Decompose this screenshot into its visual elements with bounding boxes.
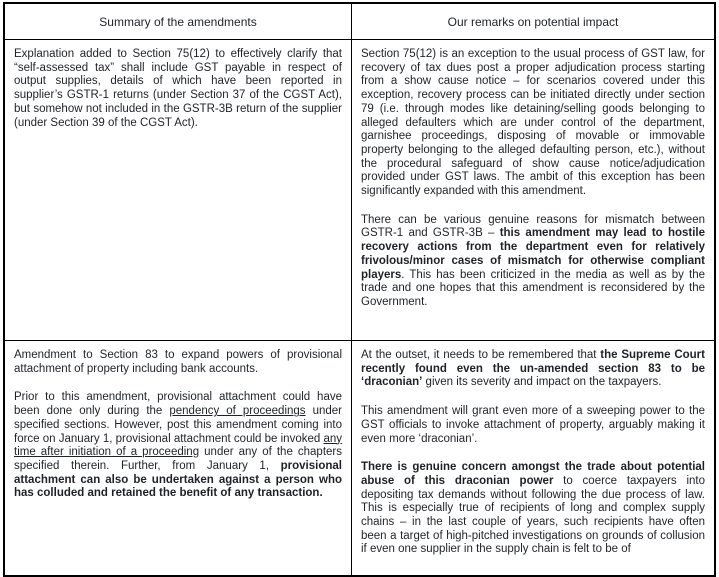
remarks-cell-section-83 (352, 341, 714, 577)
paragraph: Amendment to Section 83 to expand powers of provisional attachment of property including bank accounts. (14, 349, 342, 375)
paragraph: At the outset, it needs to be remembered that the Supreme Court recently found even the un-amended section 83 to be ‘draconian’ given its severity and impact on the taxpayers. (361, 349, 705, 389)
paragraph: Explanation added to Section 75(12) to effectively clarify that “self-assessed tax” shall include GST payable in respect of output supplies, details of which have been reported in supplier’s GSTR-1 returns (under Section 37 of the CGST Act), but somehow not included in the GSTR-3B return of the supplier (under Section 39 of the CGST Act). (14, 48, 342, 129)
column-header-remarks: Our remarks on potential impact (447, 14, 619, 29)
paragraph: This amendment will grant even more of a sweeping power to the GST officials to invoke attachment of property, arguably making it even more ‘draconian’. (361, 405, 705, 445)
table-row (5, 40, 714, 341)
table-row (5, 341, 714, 577)
summary-cell-section-75-12 (5, 40, 352, 340)
paragraph: Prior to this amendment, provisional attachment could have been done only during the pendency of proceedings under specified sections. However, post this amendment coming into force on January 1, provisional attachment could be invoked any time after initiation of a proceeding under any of the chapters specified therein. Further, from January 1, provisional attachment can also be undertaken against a person who has colluded and retained the benefit of any transaction. (14, 391, 343, 500)
summary-cell-section-83 (5, 341, 352, 577)
paragraph: Section 75(12) is an exception to the usual process of GST law, for recovery of tax dues post a proper adjudication process starting from a show cause notice – for scenarios covered under this exception, recovery process can be initiated directly under section 79 (i.e. through modes like detaining/selling goods belonging to alleged defaulters which are under control of the department, garnishee proceedings, disposing of movable or immovable property belonging to the alleged defaulting person, etc.), without the procedural safeguard of show cause notice/adjudication provided under GST laws. The ambit of this exception has been significantly expanded with this amendment. (361, 48, 705, 198)
paragraph: There can be various genuine reasons for mismatch between GSTR-1 and GSTR-3B – this amendment may lead to hostile recovery actions from the department even for relatively frivolous/minor cases of mismatch for otherwise compliant players. This has been criticized in the media as well as by the trade and one hopes that this amendment is reconsidered by the Government. (361, 213, 706, 308)
amendments-impact-table (3, 2, 716, 577)
paragraph: There is genuine concern amongst the trade about potential abuse of this draconian power to coerce taxpayers into depositing tax demands without following the due process of law. This is especially true of recipients of long and complex supply chains – in the last couple of years, such recipients have often been a target of high-pitched investigations on grounds of collusion if even one supplier in the supply chain is felt to be of (361, 461, 705, 556)
remarks-cell-section-75-12 (352, 40, 714, 340)
table-header-row (5, 4, 714, 40)
column-header-summary: Summary of the amendments (5, 4, 352, 39)
